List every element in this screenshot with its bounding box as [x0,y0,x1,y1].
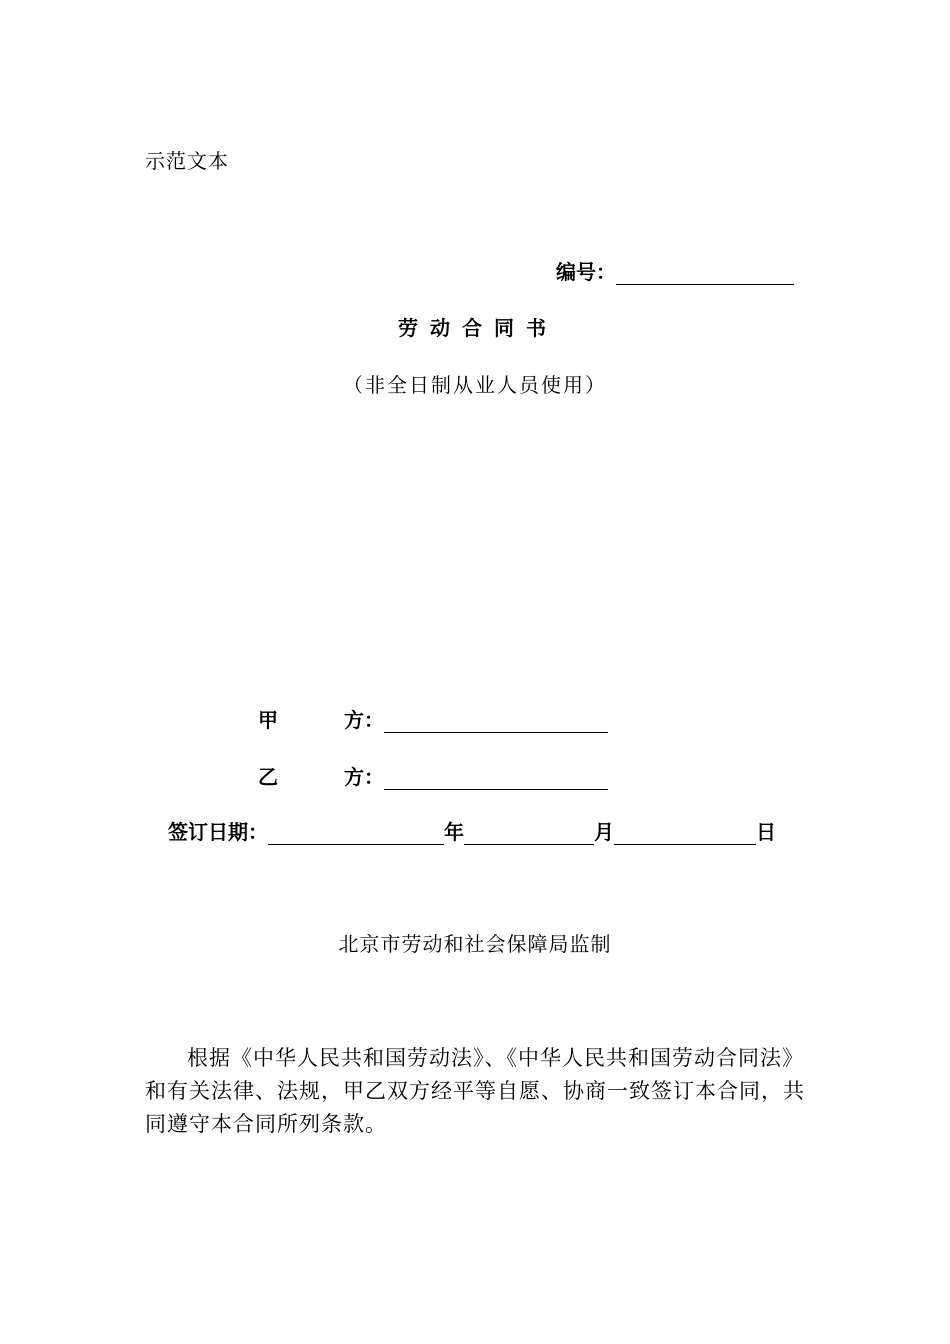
party-a-blank [384,710,608,733]
signing-date-label: 签订日期： [168,820,268,844]
contract-number-label: 编号： [556,260,616,284]
contract-number-blank [616,262,794,285]
year-blank [268,822,444,845]
party-b-blank [384,767,608,790]
issuer-text: 北京市劳动和社会保障局监制 [338,932,612,956]
contract-number-row [556,256,794,285]
year-label: 年 [444,820,464,844]
day-label: 日 [756,820,776,844]
sample-text-label: 示范文本 [145,149,229,173]
document-title: 劳动合同书 [398,316,558,340]
party-b-side-label: 方： [344,765,384,789]
day-blank [614,822,756,845]
document-subtitle: （非全日制从业人员使用） [343,373,607,397]
party-b-label: 乙 [258,765,278,789]
month-blank [464,822,594,845]
party-a-row [258,704,608,733]
party-a-side-label: 方： [344,708,384,732]
signing-date-row [168,816,776,845]
party-b-row [258,761,608,790]
party-a-label: 甲 [258,708,278,732]
month-label: 月 [594,820,614,844]
preamble-paragraph: 根据《中华人民共和国劳动法》、《中华人民共和国劳动合同法》和有关法律、法规，甲乙双方经平等自愿、协商一致签订本合同，共同遵守本合同所列条款。 [145,1046,805,1136]
